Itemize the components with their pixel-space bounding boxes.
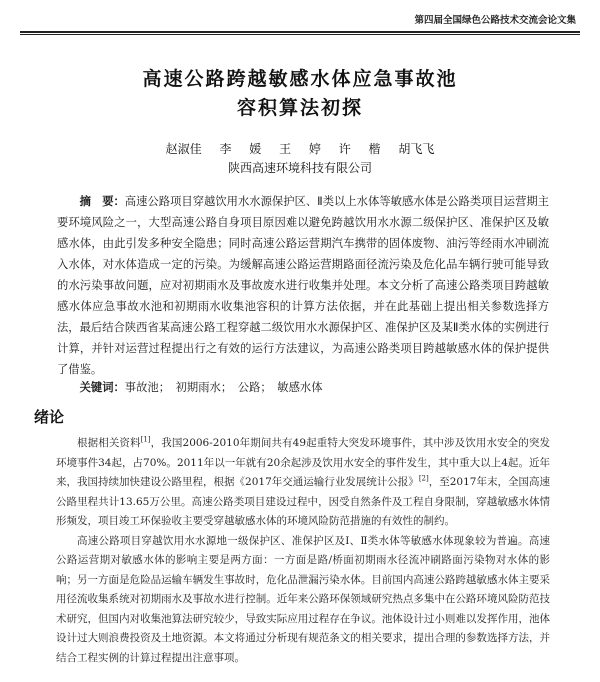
- abstract-label: 摘 要：: [79, 195, 125, 208]
- section-heading: 绪论: [34, 408, 65, 426]
- header-rule-thick: [20, 31, 580, 33]
- p1-part-a: 根据相关资料: [77, 437, 141, 449]
- keywords: [57, 379, 549, 395]
- p1-part-b: ，我国2006-2010年期间共有49起重特大突发环境事件，其中涉及饮用水安全的突发环境事件34起，占70%。2011年以一年就有20余起涉及饮用水安全的事件发生，其中重大以上4起。近年来，我国持续加快建设公路里程，根据《2017年交通运输行业发展统计公报》: [56, 437, 550, 488]
- author-list: 赵淑佳 李 媛 王 婷 许 楷 胡飞飞: [165, 142, 435, 156]
- body-text: [56, 434, 550, 668]
- paper-title-line2: 容积算法初探: [236, 97, 363, 119]
- running-head: 第四届全国绿色公路技术交流会论文集: [414, 15, 576, 26]
- paper-title-line1: 高速公路跨越敏感水体应急事故池: [142, 68, 458, 90]
- citation-1: [1]: [140, 435, 151, 444]
- citation-2: [2]: [418, 474, 429, 483]
- abstract: [57, 191, 549, 380]
- paragraph: 高速公路项目穿越饮用水水源地一级保护区、准保护区及Ⅰ、Ⅱ类水体等敏感水体现象较为普遍。高速公路运营期对敏感水体的影响主要是两方面：一方面是路/桥面初期雨水径流冲刷路面污染物对水体的影响；另一方面是危险品运输车辆发生事故时，危化品泄漏污染水体。目前国内高速公路跨越敏感水体主要采用径流收集系统对初期雨水及事故水进行控制。近年来公路环保领域研究热点多集中在公路环境风险防范技术研究，但国内对收集池算法研究较少，导致实际应用过程存在争议。池体设计过小则难以发挥作用，池体设计过大则浪费投资及土地资源。本文将通过分析现有规范条文的相关要求，提出合理的参数选择方法，并结合工程实例的计算过程提出注意事项。: [56, 534, 550, 664]
- affiliation: 陕西高速环境科技有限公司: [227, 161, 372, 175]
- keywords-label: 关键词：: [79, 381, 125, 394]
- header-rule-thin: [20, 34, 580, 35]
- p1-part-c: ，至2017年末，全国高速公路里程共计13.65万公里。高速公路类项目建设过程中，因受自然条件及工程自身限制，穿越敏感水体情形频发，项目竣工环保验收主要受穿越敏感水体的环境风险防范措施的有效性的制约。: [56, 476, 550, 527]
- abstract-text: 高速公路项目穿越饮用水水源保护区、Ⅱ类以上水体等敏感水体是公路类项目运营期主要环境风险之一，大型高速公路自身项目原因难以避免跨越饮用水水源二级保护区、准保护区及敏感水体，由此引发多种安全隐患；同时高速公路运营期汽车携带的固体废物、油污等经雨水冲刷流入水体，对水体造成一定的污染。为缓解高速公路运营期路面径流污染及危化品车辆行驶可能导致的水污染事故问题，应对初期雨水及事故废水进行收集并处理。本文分析了高速公路类项目跨越敏感水体应急事故水池和初期雨水收集池容积的计算方法依据，并在此基础上提出相关参数选择方法，最后结合陕西省某高速公路工程穿越二级饮用水水源保护区、准保护区及某Ⅱ类水体的实例进行计算，并针对运营过程提出行之有效的运行方法建议，为高速公路类项目跨越敏感水体的保护提供了借鉴。: [57, 195, 549, 376]
- keywords-text: 事故池； 初期雨水； 公路； 敏感水体: [124, 381, 323, 394]
- paragraph: [56, 434, 550, 532]
